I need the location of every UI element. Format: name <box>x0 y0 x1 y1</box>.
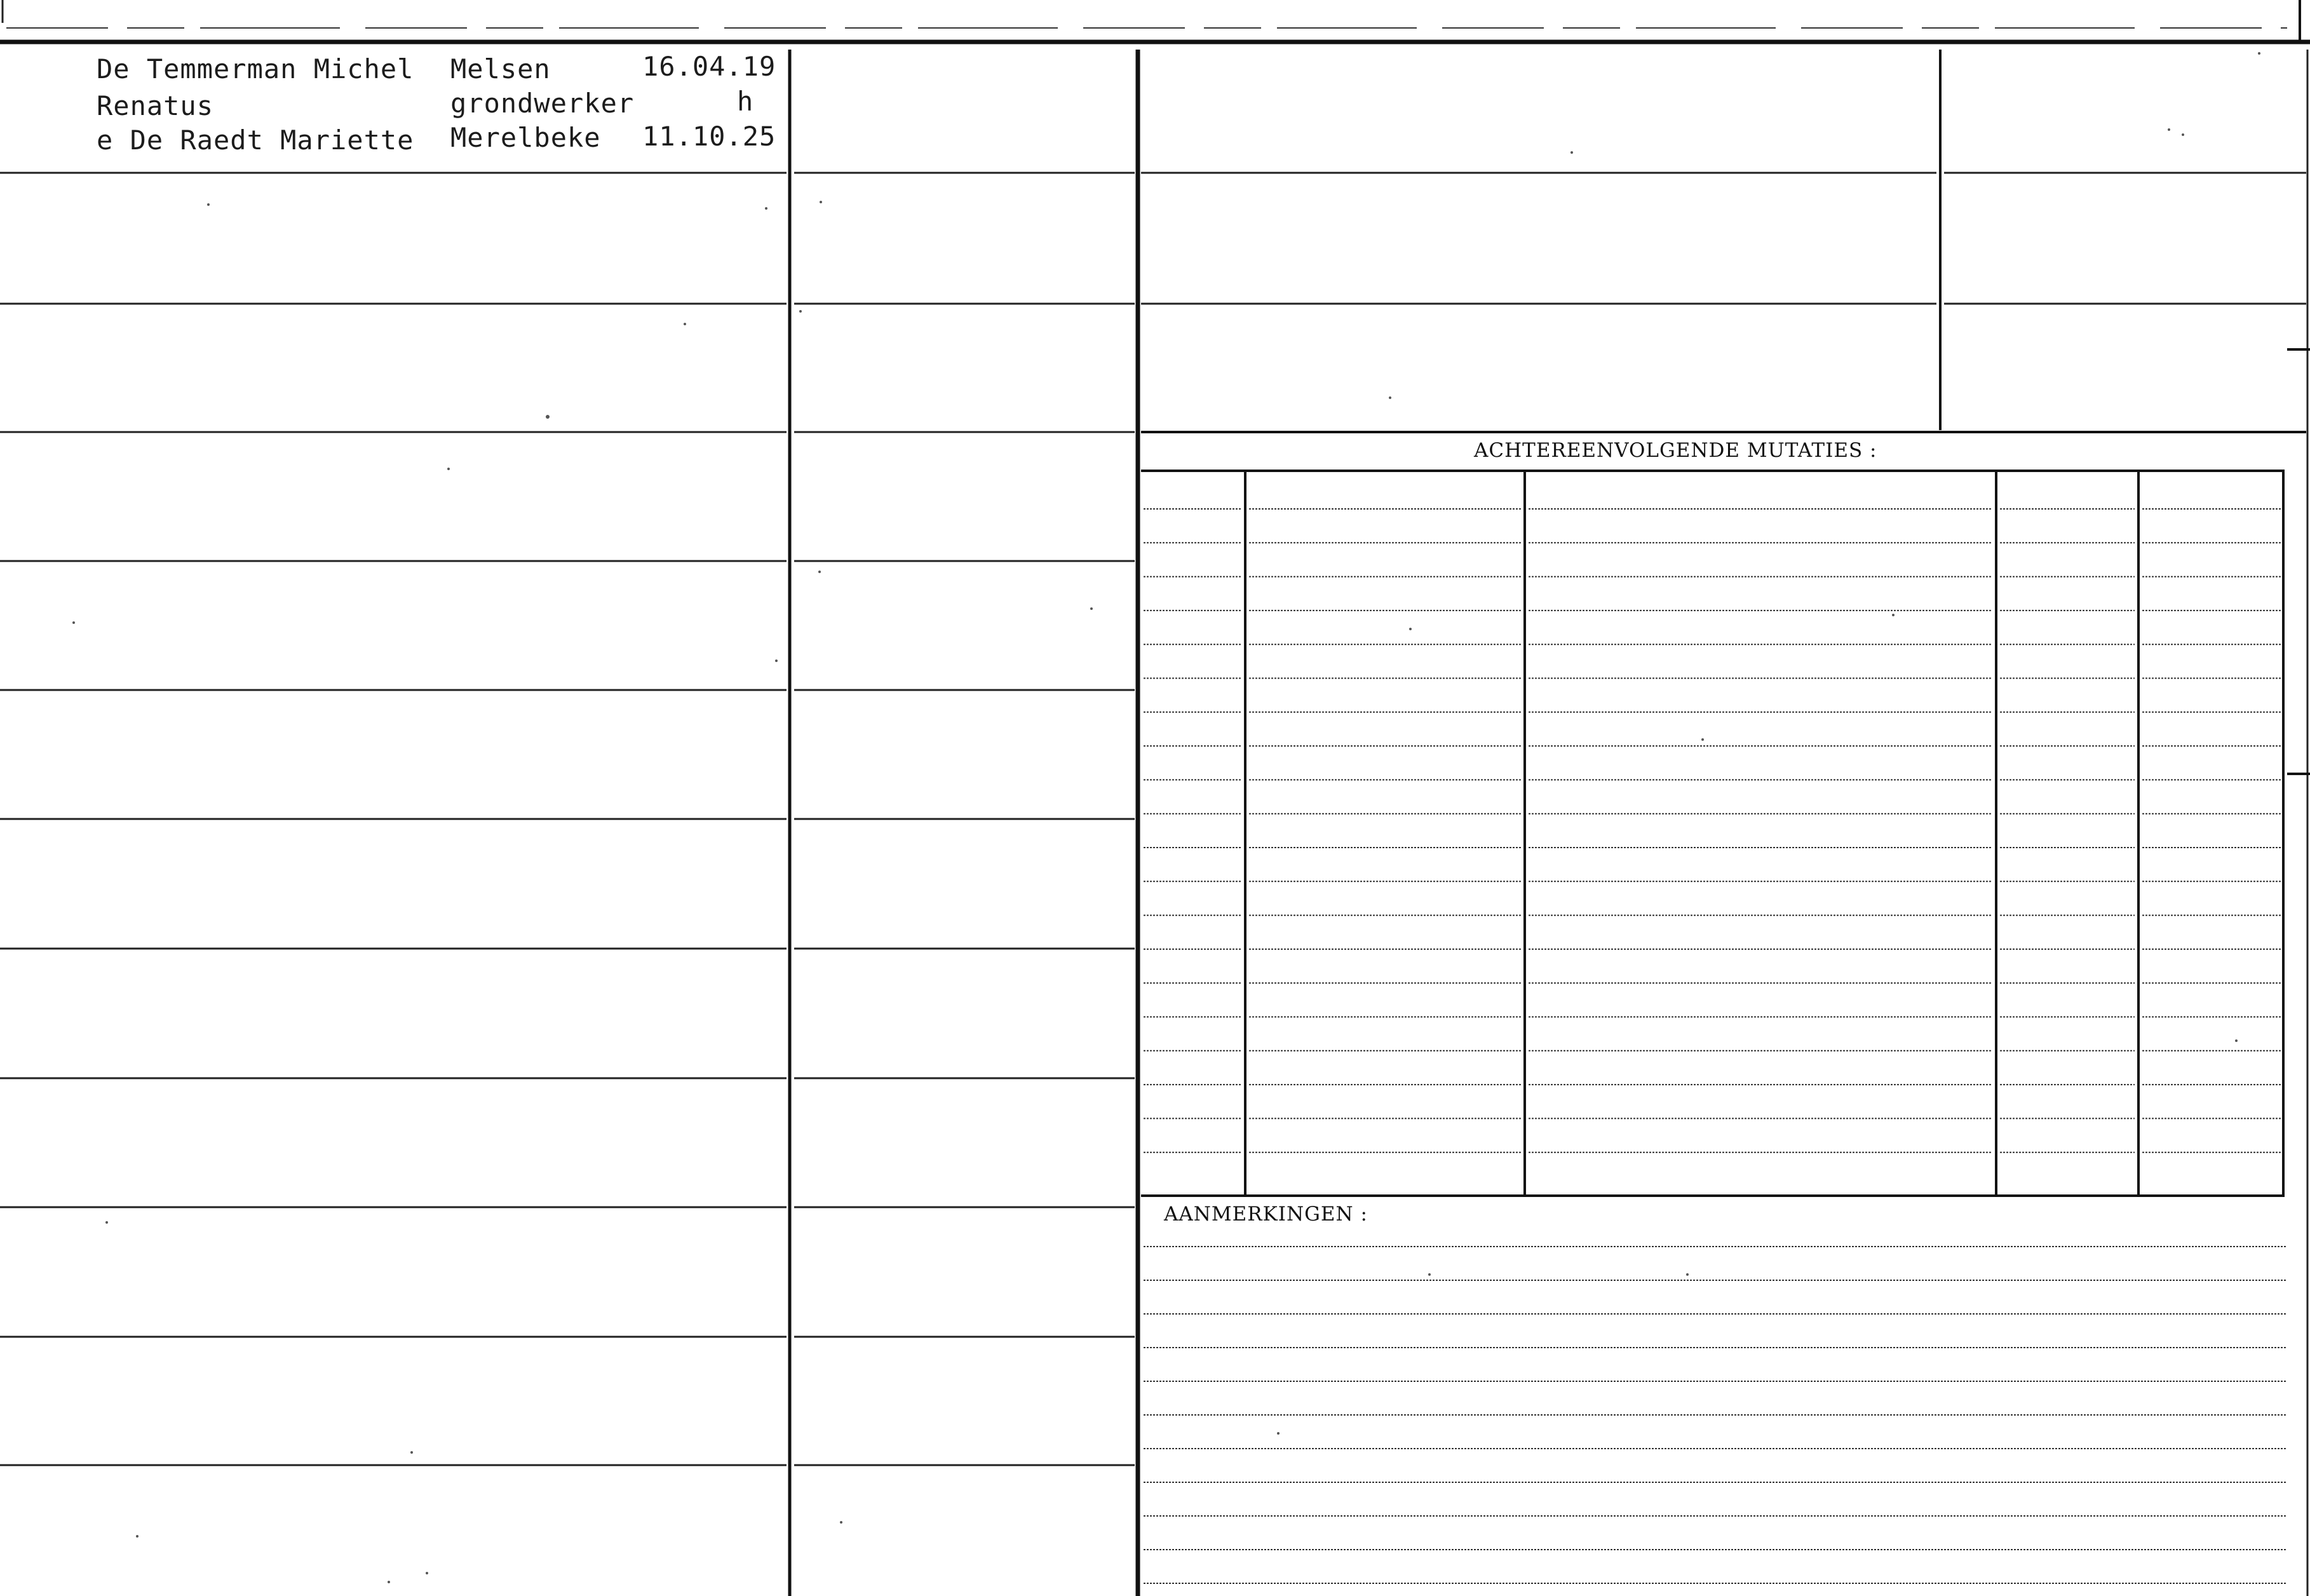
middle-row-lines <box>794 173 1135 1465</box>
mutations-table <box>1141 471 2285 1196</box>
top-border <box>0 0 2310 42</box>
residence: Merelbeke <box>450 122 601 153</box>
birth-place: Melsen <box>450 53 551 85</box>
occupation: grondwerker <box>450 88 635 119</box>
remarks-ruled-lines <box>1144 1247 2287 1583</box>
mutation-ruled-lines <box>1144 509 2281 1153</box>
left-row-lines <box>0 173 787 1465</box>
marriage-date: 11.10.25 <box>642 121 776 152</box>
scan-specks <box>72 52 2260 1583</box>
person-name: De Temmerman Michel <box>97 53 414 85</box>
person-given-name: Renatus <box>97 90 214 121</box>
birth-date: 16.04.19 <box>642 51 776 82</box>
marital-code: h <box>737 86 754 117</box>
remarks-heading: AANMERKINGEN : <box>1164 1203 1368 1226</box>
mutations-heading: ACHTEREENVOLGENDE MUTATIES : <box>1474 439 1877 462</box>
spouse-name: e De Raedt Mariette <box>97 125 414 156</box>
column-dividers <box>790 50 2307 1596</box>
right-upper-block <box>1141 173 2310 774</box>
